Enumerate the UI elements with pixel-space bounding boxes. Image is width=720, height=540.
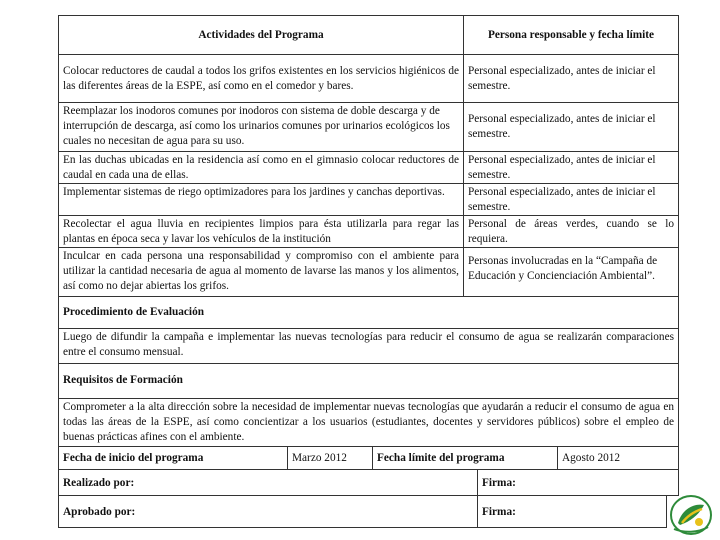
activity-cell: En las duchas ubicadas en la residencia así como en el gimnasio colocar reductores de caudal en cada una de ellas. [58,151,464,184]
activity-cell: Implementar sistemas de riego optimizadores para los jardines y canchas deportivas. [58,183,464,216]
made-by-label: Realizado por: [58,469,478,496]
evaluation-heading: Procedimiento de Evaluación [58,296,679,329]
start-date-value: Marzo 2012 [287,446,373,470]
header-activities: Actividades del Programa [58,15,464,55]
header-responsible: Persona responsable y fecha límite [463,15,679,55]
responsible-cell: Personas involucradas en la “Campaña de Educación y Concienciación Ambiental”. [463,247,679,297]
responsible-cell: Personal especializado, antes de iniciar el semestre. [463,151,679,184]
evaluation-text: Luego de difundir la campaña e implementar las nuevas tecnologías para reducir el consumo de agua se realizarán comparaciones entre el consumo mensual. [58,328,679,364]
approved-by-signature: Firma: [477,495,667,528]
start-date-label: Fecha de inicio del programa [58,446,288,470]
responsible-cell: Personal especializado, antes de iniciar el semestre. [463,54,679,103]
activity-cell: Reemplazar los inodoros comunes por inodoros con sistema de doble descarga y de interrupción de descarga, así como los urinarios comunes por urinarios ecológicos los cuales no necesitan de agua para su uso. [58,102,464,152]
responsible-cell: Personal de áreas verdes, cuando se lo requiera. [463,215,679,248]
approved-by-label: Aprobado por: [58,495,478,528]
responsible-cell: Personal especializado, antes de iniciar el semestre. [463,183,679,216]
institution-logo-icon [666,493,716,537]
made-by-signature: Firma: [477,469,679,496]
activity-cell: Recolectar el agua lluvia en recipientes limpios para ésta utilizarla para regar las plantas en época seca y lavar los vehículos de la institución [58,215,464,248]
activity-cell: Colocar reductores de caudal a todos los grifos existentes en los servicios higiénicos de las diferentes áreas de la ESPE, así como en el comedor y bares. [58,54,464,103]
responsible-cell: Personal especializado, antes de iniciar el semestre. [463,102,679,152]
activity-cell: Inculcar en cada persona una responsabilidad y compromiso con el ambiente para utilizar la cantidad necesaria de agua al momento de lavarse las manos y los alimentos, así como no dejar abiertas los grifos. [58,247,464,297]
training-heading: Requisitos de Formación [58,363,679,399]
end-date-label: Fecha límite del programa [372,446,558,470]
end-date-value: Agosto 2012 [557,446,679,470]
training-text: Comprometer a la alta dirección sobre la necesidad de implementar nuevas tecnologías que ayudarán a reducir el consumo de agua en todas las áreas de la ESPE, así como concientizar a los usuarios (estudiantes, docentes y servidores públicos) sobre el empleo de buenas prácticas afines con el ambiente. [58,398,679,447]
